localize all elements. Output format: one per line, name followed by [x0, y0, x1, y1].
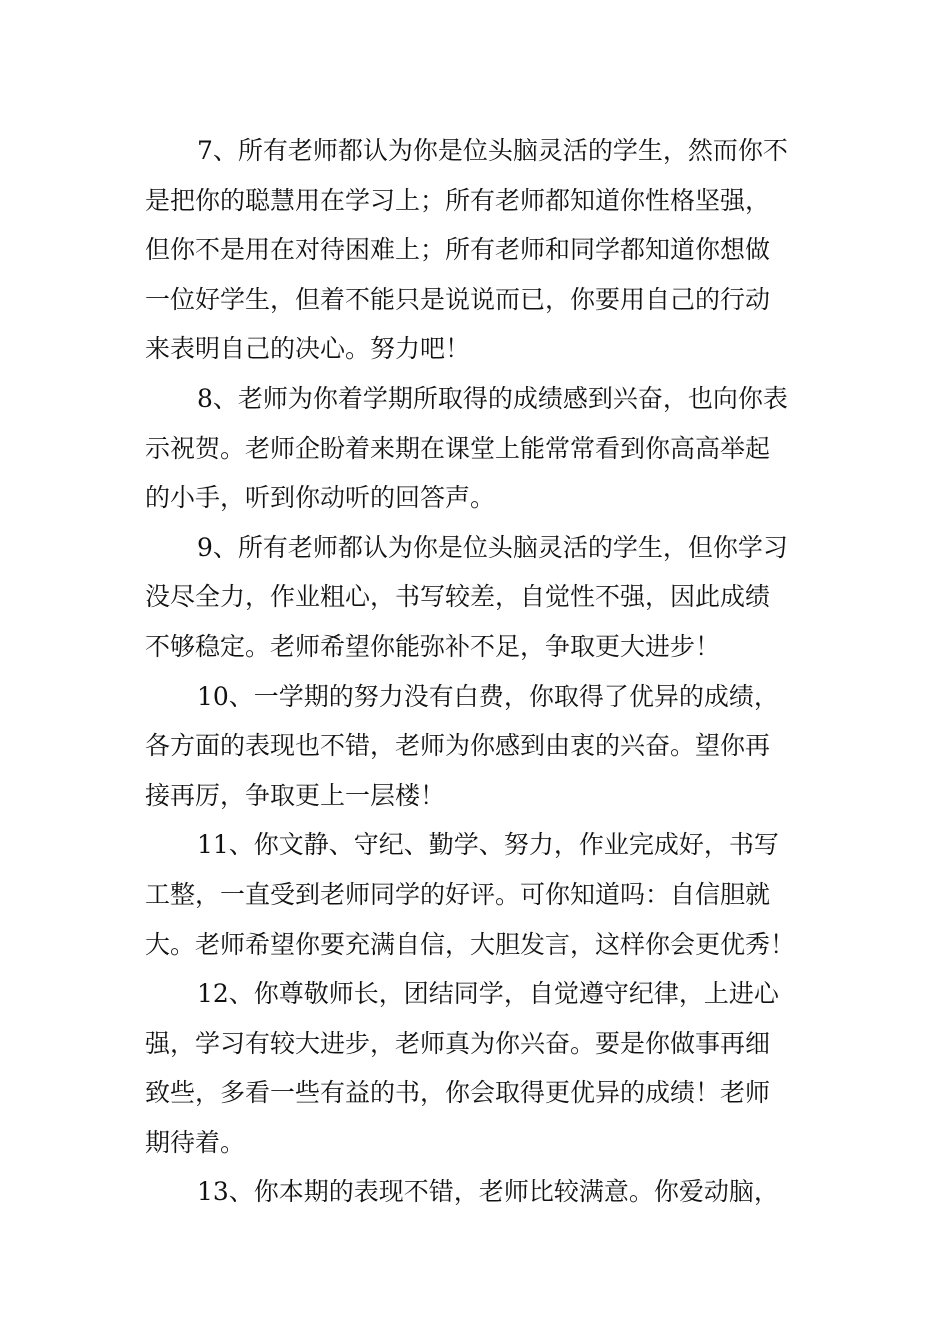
paragraph-10 [145, 672, 810, 821]
paragraph-line: 强，学习有较大进步，老师真为你兴奋。要是你做事再细 [145, 1028, 771, 1058]
paragraph-7 [145, 126, 810, 374]
paragraph-line: 的小手，听到你动听的回答声。 [145, 483, 496, 513]
paragraph-13 [145, 1167, 810, 1217]
paragraph-8 [145, 374, 810, 523]
paragraph-line: 10、一学期的努力没有白费，你取得了优异的成绩， [197, 681, 779, 711]
paragraph-line: 没尽全力，作业粗心，书写较差，自觉性不强，因此成绩 [145, 582, 771, 612]
paragraph-line: 但你不是用在对待困难上；所有老师和同学都知道你想做 [145, 235, 771, 265]
paragraph-line: 不够稳定。老师希望你能弥补不足，争取更大进步！ [145, 631, 721, 661]
paragraph-line: 13、你本期的表现不错，老师比较满意。你爱动脑， [197, 1177, 779, 1207]
paragraph-line: 来表明自己的决心。努力吧！ [145, 334, 471, 364]
paragraph-line: 各方面的表现也不错，老师为你感到由衷的兴奋。望你再 [145, 731, 771, 761]
paragraph-9 [145, 523, 810, 672]
paragraph-line: 是把你的聪慧用在学习上；所有老师都知道你性格坚强， [145, 185, 771, 215]
paragraph-line: 12、你尊敬师长，团结同学，自觉遵守纪律，上进心 [197, 979, 779, 1009]
paragraph-line: 致些，多看一些有益的书，你会取得更优异的成绩！老师 [145, 1078, 771, 1108]
paragraph-line: 接再厉，争取更上一层楼！ [145, 780, 446, 810]
paragraph-line: 大。老师希望你要充满自信，大胆发言，这样你会更优秀！ [145, 929, 796, 959]
paragraph-line: 8、老师为你着学期所取得的成绩感到兴奋，也向你表 [197, 383, 788, 413]
paragraph-line: 7、所有老师都认为你是位头脑灵活的学生，然而你不 [197, 136, 788, 165]
paragraph-line: 工整，一直受到老师同学的好评。可你知道吗：自信胆就 [145, 879, 771, 909]
paragraph-11 [145, 820, 810, 969]
paragraph-line: 一位好学生，但着不能只是说说而已，你要用自己的行动 [145, 284, 771, 314]
paragraph-line: 示祝贺。老师企盼着来期在课堂上能常常看到你高高举起 [145, 433, 771, 463]
document-body [145, 126, 810, 1217]
paragraph-12 [145, 969, 810, 1167]
paragraph-line: 期待着。 [145, 1127, 246, 1157]
paragraph-line: 9、所有老师都认为你是位头脑灵活的学生，但你学习 [197, 532, 788, 562]
paragraph-line: 11、你文静、守纪、勤学、努力，作业完成好，书写 [197, 830, 779, 860]
